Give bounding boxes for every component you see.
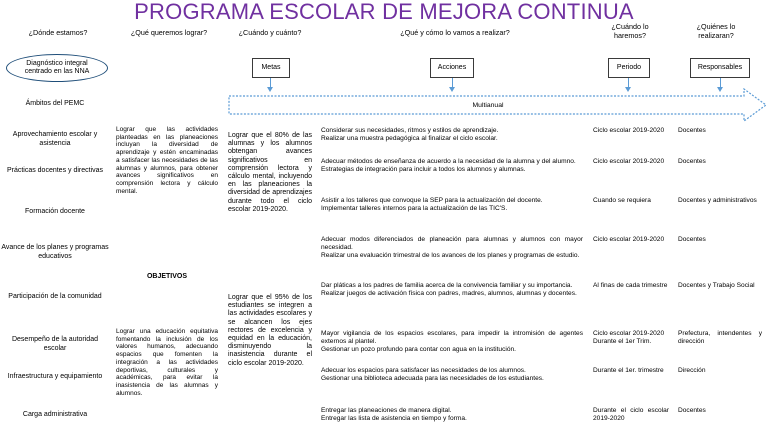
responsables-box xyxy=(690,58,750,78)
periodo-desempeno: Ciclo escolar 2019-2020 Durante el 1er Trim. xyxy=(593,330,665,346)
responsable-participacion: Docentes y Trabajo Social xyxy=(678,282,755,289)
multianual-band xyxy=(228,88,768,122)
objetivos-heading: OBJETIVOS xyxy=(146,273,188,280)
accion-infraestructura: Adecuar los espacios para satisfacer las necesidades de los alumnos. Gestionar una biblioteca adecuada para las necesidades de los estudiantes. xyxy=(321,367,544,383)
meta-1: Lograr que el 80% de las alumnas y los alumnos obtengan avances significativos en comprensión lectora y cálculo mental, incluyendo en las planeaciones la diversidad de aprendizajes durante todo el ciclo escolar 2019-2020. xyxy=(228,132,312,213)
responsable-aprovechamiento: Docentes xyxy=(678,127,706,134)
responsable-infraestructura: Dirección xyxy=(678,367,706,374)
row-label-infraestructura: Infraestructura y equipamiento xyxy=(7,373,103,380)
periodo-arrow xyxy=(628,78,629,88)
metas-arrow xyxy=(270,78,271,88)
accion-aprovechamiento: Considerar sus necesidades, ritmos y estilos de aprendizaje. Realizar una muestra pedagógica al finalizar el ciclo escolar. xyxy=(321,127,499,143)
diagnostico-box xyxy=(6,54,108,82)
objective-2: Lograr una educación equitativa fomentando la inclusión de los valores humanos, adecuando espacios que fomenten la integración a las actividades deportivas, culturales y académicas, para evitar la inasistencia de las alumnas y alumnos. xyxy=(116,328,218,397)
responsable-practicas: Docentes xyxy=(678,158,706,165)
accion-avance: Adecuar modos diferenciados de planeación para alumnas y alumnos con mayor necesidad. Realizar una evaluación trimestral de los avances de los planes y programas de estudio. xyxy=(321,236,583,260)
objective-1: Lograr que las actividades planteadas en las planeaciones incluyan la diversidad de aprendizaje y estén encaminadas a satisfacer las necesidades de las alumnas y alumnos, para obtener avances significativos en comprensión lectora y cálculo mental. xyxy=(116,126,218,195)
responsable-carga: Docentes xyxy=(678,407,706,414)
responsables-arrow xyxy=(720,78,721,88)
ambitos-label: Ámbitos del PEMC xyxy=(25,100,85,107)
metas-label: Metas xyxy=(261,64,281,71)
periodo-practicas: Ciclo escolar 2019-2020 xyxy=(593,158,665,165)
question-que-como: ¿Qué y cómo lo vamos a realizar? xyxy=(400,28,510,37)
acciones-box xyxy=(430,58,474,78)
responsable-desempeno: Prefectura, intendentes y dirección xyxy=(678,330,762,346)
periodo-participacion: Al finas de cada trimestre xyxy=(593,282,668,289)
periodo-carga: Durante el ciclo escolar 2019-2020 xyxy=(593,407,669,423)
question-que-lograr: ¿Qué queremos lograr? xyxy=(130,28,208,37)
row-label-desempeno: Desempeño de la autoridad escolar xyxy=(11,336,98,352)
periodo-infraestructura: Durante el 1er. trimestre xyxy=(593,367,664,374)
responsable-formacion: Docentes y administrativos xyxy=(678,197,757,204)
question-cuando-haremos: ¿Cuándo lo haremos? xyxy=(611,22,649,40)
row-label-practicas: Prácticas docentes y directivas xyxy=(6,167,104,174)
row-label-participacion: Participación de la comunidad xyxy=(8,293,102,300)
question-quienes: ¿Quiénes lo realizaran? xyxy=(696,22,736,40)
periodo-avance: Ciclo escolar 2019-2020 xyxy=(593,236,665,243)
periodo-box xyxy=(608,58,650,78)
diagnostico-label: Diagnóstico integral centrado en las NNA xyxy=(24,60,90,75)
accion-practicas: Adecuar métodos de enseñanza de acuerdo a la necesidad de la alumna y del alumno. Estrategias de integración para incluir a todos los alumnos y alumnas. xyxy=(321,158,576,174)
accion-participacion: Dar pláticas a los padres de familia acerca de la convivencia familiar y su importancia. Realizar juegos de activación física con padres, madres, alumnos, alumnas y docentes. xyxy=(321,282,577,298)
multianual-label: Multianual xyxy=(472,101,504,109)
row-label-formacion: Formación docente xyxy=(25,208,85,215)
periodo-formacion: Cuando se requiera xyxy=(593,197,651,204)
question-cuando-cuanto: ¿Cuándo y cuánto? xyxy=(238,28,302,37)
metas-box xyxy=(252,58,290,78)
meta-2: Lograr que el 95% de los estudiantes se integren a las actividades escolares y se alcancen los ejes rectores de excelencia y equidad en la educación, disminuyendo la inasistencia durante el ciclo escolar 2019-2020. xyxy=(228,294,312,367)
periodo-aprovechamiento: Ciclo escolar 2019-2020 xyxy=(593,127,665,134)
row-label-avance: Avance de los planes y programas educativos xyxy=(1,244,109,260)
page-title: PROGRAMA ESCOLAR DE MEJORA CONTINUA xyxy=(134,0,634,24)
acciones-arrow xyxy=(452,78,453,88)
accion-desempeno: Mayor vigilancia de los espacios escolares, para impedir la intromisión de agentes externos al plantel. Gestionar un pozo profundo para contar con agua en la institución. xyxy=(321,330,583,354)
responsables-label: Responsables xyxy=(697,64,743,71)
acciones-label: Acciones xyxy=(437,64,467,71)
row-label-aprovechamiento: Aprovechamiento escolar y asistencia xyxy=(12,131,98,147)
responsable-avance: Docentes xyxy=(678,236,706,243)
row-label-carga: Carga administrativa xyxy=(22,411,88,418)
periodo-label: Periodo xyxy=(616,64,642,71)
question-donde: ¿Dónde estamos? xyxy=(28,28,88,37)
accion-formacion: Asistir a los talleres que convoque la SEP para la actualización del docente. Implementar talleres internos para la actualización de las TIC'S. xyxy=(321,197,543,213)
accion-carga: Entregar las planeaciones de manera digital. Entregar las lista de asistencia en tiempo y forma. xyxy=(321,407,467,423)
